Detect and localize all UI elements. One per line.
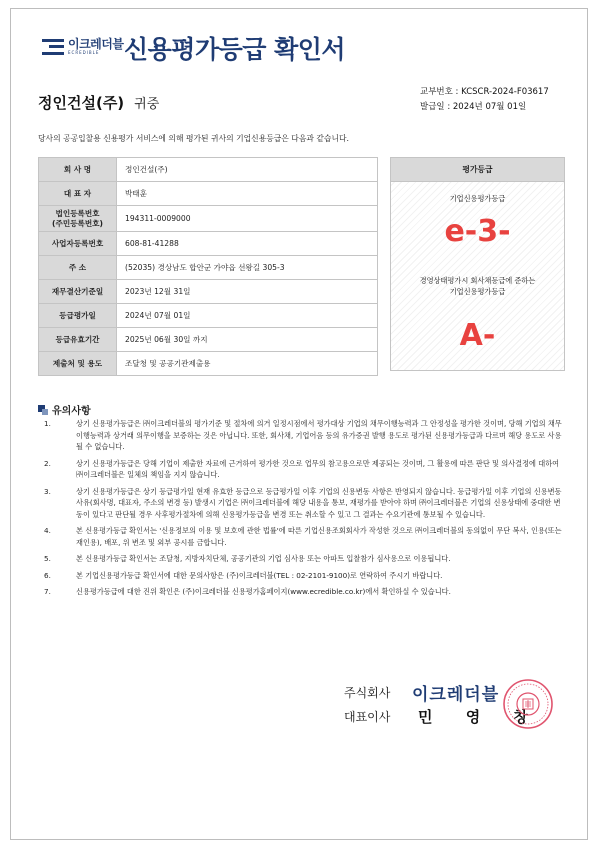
info-value: 608-81-41288: [117, 232, 378, 256]
note-number: 1.: [44, 419, 51, 428]
note-number: 2.: [44, 458, 51, 468]
signature-company: 이크레더블: [412, 684, 500, 705]
bond-equivalent-grade-label: 경영상태평가시 회사채등급에 준하는 기업신용평가등급: [419, 276, 536, 296]
info-label: 법인등록번호 (주민등록번호): [39, 206, 117, 232]
note-number: 4.: [44, 526, 51, 535]
section-bullet-icon: [38, 405, 48, 415]
grade-header: 평가등급: [391, 158, 564, 182]
grade-panel: [390, 157, 565, 371]
info-value: 박태훈: [117, 182, 378, 206]
info-row: [39, 280, 378, 304]
document-title: 신용평가등급 확인서: [124, 35, 346, 64]
issue-number: 교부번호 : KCSCR-2024-F03617: [420, 87, 549, 97]
info-value: 2025년 06월 30일 까지: [117, 328, 378, 352]
info-row: [39, 352, 378, 376]
recipient-honorific: 귀중: [134, 97, 160, 112]
corporate-grade-label: 기업신용평가등급: [449, 194, 506, 203]
note-text: 상기 신용평가등급은 상기 등급평가일 현재 유효한 등급으로 등급평가일 이후 기업의 신용변동 사항은 반영되지 않습니다. 등급평가일 이후 기업의 신용변동 사유(회사명, 대표자, 주소의 변경 등) 발생시 기업은 ㈜이크레더블에 해당 내용을 통보, 재평가를 받아야 하며 ㈜이크레더블은 기업의 신용상태에 중대한 변동이 있다고 판단될 경우 사후평가절차에 의해 신용평가등급을 변경 또는 취소할 수 있고 그 결과는 수요기관에 통보될 수 있습니다.: [76, 486, 562, 519]
note-text: 본 기업신용평가등급 확인서에 대한 문의사항은 (주)이크레더블(TEL : 02-2101-9100)로 연락하여 주시기 바랍니다.: [76, 570, 443, 580]
info-row: [39, 304, 378, 328]
note-item: [38, 418, 563, 453]
info-value: 정인건설(주): [117, 158, 378, 182]
intro-text: 당사의 공공입찰용 신용평가 서비스에 의해 평가된 귀사의 기업신용등급은 다음과 같습니다.: [38, 134, 349, 143]
info-row: [39, 182, 378, 206]
note-text: 본 신용평가등급 확인서는 조달청, 지방자치단체, 공공기관의 기업 심사용 또는 아파트 입찰참가 심사용으로 이용됩니다.: [76, 554, 451, 563]
note-text: 신용평가등급에 대한 진위 확인은 (주)이크레더블 신용평가홈페이지(www.ecredible.co.kr)에서 확인하실 수 있습니다.: [76, 587, 451, 596]
info-label: 등급평가일: [39, 304, 117, 328]
note-text: 상기 신용평가등급은 ㈜이크레더블의 평가기준 및 절차에 의거 일정시점에서 평가대상 기업의 채무이행능력과 그 안정성을 평가한 것이며, 당해 기업의 채무이행능력과 상거래 의무이행을 보증하는 것은 아닙니다. 또한, 회사채, 기업어음 등의 유가증권 발행 용도로 평가된 신용평가등급과 다르며 해당 용도로 사용될 수 없습니다.: [76, 419, 562, 451]
bond-equivalent-grade-value: A-: [459, 318, 496, 353]
note-item: [38, 570, 563, 582]
notes-title: [38, 402, 91, 417]
note-item: [38, 586, 563, 598]
info-label: 대 표 자: [39, 182, 117, 206]
info-value: 조달청 및 공공기관제출용: [117, 352, 378, 376]
info-label: 회 사 명: [39, 158, 117, 182]
company-seal-icon: [502, 678, 554, 730]
info-row: [39, 328, 378, 352]
note-item: [38, 458, 563, 481]
note-number: 3.: [44, 486, 51, 496]
info-label: 주 소: [39, 256, 117, 280]
logo-subtext: ECREDIBLE: [68, 50, 100, 55]
company-logo: [42, 38, 123, 55]
notes-list: [38, 418, 563, 603]
info-row: [39, 158, 378, 182]
signature-label-ceo: 대표이사: [344, 709, 391, 724]
recipient-name: 정인건설(주): [38, 94, 125, 112]
info-row: [39, 232, 378, 256]
info-value: 2023년 12월 31일: [117, 280, 378, 304]
note-number: 6.: [44, 570, 51, 580]
info-label: 등급유효기간: [39, 328, 117, 352]
info-row: [39, 256, 378, 280]
issue-date: 발급일 : 2024년 07월 01일: [420, 102, 527, 112]
info-value: (52035) 경상남도 합안군 가야읍 선왕길 305-3: [117, 256, 378, 280]
info-value: 194311-0009000: [117, 206, 378, 232]
issue-meta: [420, 85, 549, 115]
company-info-table: [38, 157, 378, 376]
signature-label-company: 주식회사: [344, 685, 391, 700]
note-item: [38, 525, 563, 548]
info-row: [39, 206, 378, 232]
info-label: 사업자등록번호: [39, 232, 117, 256]
info-value: 2024년 07월 01일: [117, 304, 378, 328]
signature-ceo-name: 민 영 창: [418, 707, 542, 726]
info-label: 재무결산기준일: [39, 280, 117, 304]
note-number: 7.: [44, 587, 51, 596]
note-number: 5.: [44, 554, 51, 563]
logo-text: 이크레더블: [68, 37, 124, 51]
info-label: 제출처 및 용도: [39, 352, 117, 376]
recipient: [38, 92, 159, 113]
note-text: 본 신용평가등급 확인서는 '신용정보의 이용 및 보호에 관한 법률'에 따른 기업신용조회회사가 작성한 것으로 ㈜이크레더블의 동의없이 무단 복사, 인용(또는 재인용), 배포, 위 변조 및 외부 공시를 금합니다.: [76, 526, 562, 547]
note-item: [38, 486, 563, 521]
note-item: [38, 553, 563, 565]
logo-mark-icon: [42, 39, 64, 55]
note-text: 상기 신용평가등급은 당해 기업이 제출한 자료에 근거하여 평가한 것으로 업무의 참고용으로만 제공되는 것이며, 그 활용에 따른 판단 및 의사결정에 대하여 ㈜이크레더블은 일체의 책임을 지지 않습니다.: [76, 458, 560, 479]
corporate-grade-value: e-3-: [444, 214, 511, 249]
notes-title-text: 유의사항: [52, 406, 91, 417]
